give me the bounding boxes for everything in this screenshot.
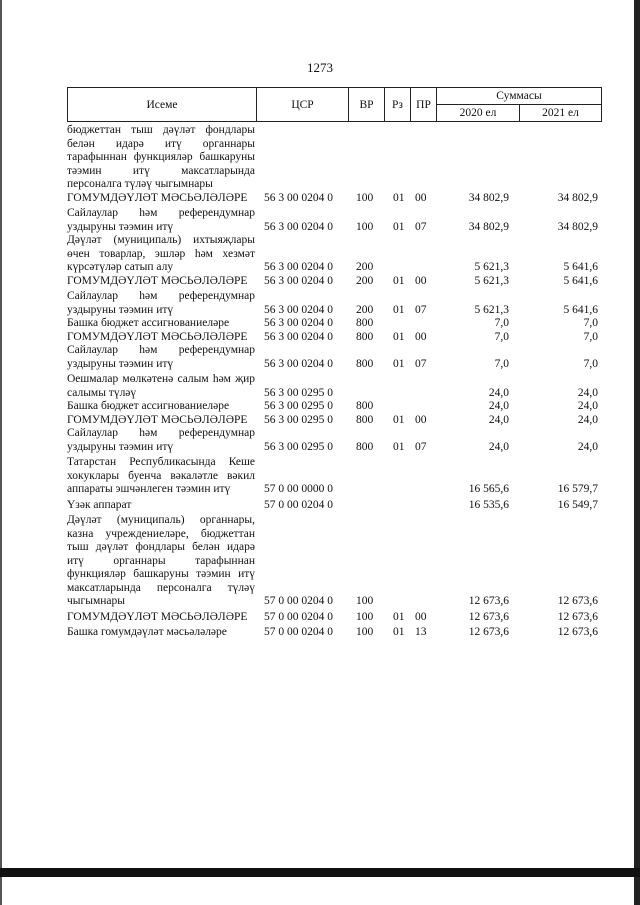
row-csr: 56 3 00 0204 0 — [264, 357, 333, 370]
row-name: Сайлаулар һәм референдумнар уздыруны тәэмин итү — [67, 344, 255, 370]
row-csr: 56 3 00 0204 0 — [264, 317, 333, 329]
row-pr: 07 — [415, 303, 427, 316]
row-sum-2020: 12 673,6 — [468, 610, 509, 623]
row-pr: 00 — [415, 610, 427, 623]
table-row — [67, 124, 601, 192]
row-vr: 100 — [356, 626, 374, 638]
row-csr: 56 3 00 0204 0 — [264, 274, 333, 287]
row-pr: 00 — [415, 330, 427, 343]
row-rz: 01 — [393, 610, 405, 623]
table-body — [67, 124, 601, 640]
row-rz: 01 — [393, 191, 405, 204]
row-sum-2021: 12 673,6 — [557, 595, 598, 607]
row-csr: 57 0 00 0204 0 — [264, 626, 333, 638]
header-name: Исеме — [68, 88, 257, 122]
row-sum-2021: 16 549,7 — [557, 498, 598, 511]
row-sum-2021: 7,0 — [583, 330, 598, 343]
row-csr: 56 3 00 0295 0 — [264, 400, 333, 412]
row-sum-2021: 5 641,6 — [563, 274, 598, 287]
row-pr: 07 — [415, 220, 427, 233]
row-sum-2021: 12 673,6 — [557, 626, 598, 638]
row-csr: 56 3 00 0204 0 — [264, 303, 333, 316]
row-vr: 200 — [356, 303, 374, 316]
row-vr: 100 — [356, 191, 374, 204]
header-year-2020: 2020 ел — [437, 105, 520, 122]
row-sum-2020: 24,0 — [488, 386, 509, 399]
table-row — [67, 427, 601, 454]
row-csr: 56 3 00 0204 0 — [264, 191, 333, 204]
header-rz: Рз — [385, 88, 411, 122]
row-csr: 56 3 00 0204 0 — [264, 220, 333, 233]
row-sum-2020: 7,0 — [494, 317, 509, 329]
table-row — [67, 344, 601, 371]
header-vr: ВР — [349, 88, 385, 122]
row-name: Оешмалар мөлкәтенә салым һәм җир салымы түләү — [67, 373, 255, 399]
header-pr: ПР — [411, 88, 437, 122]
row-sum-2021: 24,0 — [577, 400, 598, 412]
row-name: Үзәк аппарат — [67, 498, 132, 511]
row-rz: 01 — [393, 413, 405, 426]
table-row — [67, 192, 601, 206]
row-vr: 100 — [356, 610, 374, 623]
row-sum-2021: 34 802,9 — [557, 220, 598, 233]
table-row — [67, 290, 601, 317]
table-row — [67, 626, 601, 640]
row-csr: 57 0 00 0204 0 — [264, 610, 333, 623]
table-row — [67, 456, 601, 497]
row-sum-2021: 5 641,6 — [563, 261, 598, 273]
row-sum-2020: 7,0 — [494, 330, 509, 343]
row-name: ГОМУМДӘҮЛӘТ МӘСЬӘЛӘЛӘРЕ — [67, 330, 248, 343]
row-name: Сайлаулар һәм референдумнар уздыруны тәэмин итү — [67, 207, 255, 233]
row-vr: 800 — [356, 330, 374, 343]
row-pr: 00 — [415, 413, 427, 426]
row-csr: 56 3 00 0295 0 — [264, 386, 333, 399]
row-sum-2020: 5 621,3 — [474, 274, 509, 287]
row-name: Башка бюджет ассигнованиеләре — [67, 400, 230, 412]
row-name: ГОМУМДӘҮЛӘТ МӘСЬӘЛӘЛӘРЕ — [67, 191, 248, 204]
row-sum-2021: 5 641,6 — [563, 303, 598, 316]
row-name: Дәүләт (муниципаль) органнары, казна учреждениеләре, бюджеттан тыш дәүләт фондлары белән идарә итү органнары тарафыннан функцияләр башкаруны тәэмин итү максатларында персоналга түләү чыгымнары — [67, 514, 255, 607]
row-vr: 800 — [356, 357, 374, 370]
row-vr: 100 — [356, 220, 374, 233]
row-name: Татарстан Республикасында Кеше хокуклары буенча вәкаләтле вәкил аппараты эшчәнлеген тәэмин итү — [67, 456, 255, 495]
row-sum-2020: 16 535,6 — [468, 498, 509, 511]
row-sum-2021: 24,0 — [577, 413, 598, 426]
row-pr: 07 — [415, 357, 427, 370]
row-sum-2020: 5 621,3 — [474, 303, 509, 316]
row-sum-2021: 24,0 — [577, 386, 598, 399]
row-vr: 800 — [356, 317, 374, 329]
table-row — [67, 499, 601, 513]
table-row — [67, 331, 601, 345]
row-sum-2021: 7,0 — [583, 317, 598, 329]
row-name: Сайлаулар һәм референдумнар уздыруны тәэмин итү — [67, 290, 255, 316]
row-csr: 56 3 00 0204 0 — [264, 261, 333, 273]
row-csr: 56 3 00 0204 0 — [264, 330, 333, 343]
row-name: ГОМУМДӘҮЛӘТ МӘСЬӘЛӘЛӘРЕ — [67, 274, 248, 287]
table-row — [67, 611, 601, 625]
row-vr: 100 — [356, 595, 374, 607]
row-name: Сайлаулар һәм референдумнар уздыруны тәэмин итү — [67, 427, 255, 453]
row-name: Дәүләт (муниципаль) ихтыяҗлары өчен товарлар, эшләр һәм хезмәт күрсәтүләр сатып алу — [67, 234, 255, 273]
row-sum-2021: 24,0 — [577, 440, 598, 453]
row-name: Башка гомумдәүләт мәсьәләләре — [67, 626, 227, 638]
table-row — [67, 414, 601, 428]
row-csr: 56 3 00 0295 0 — [264, 440, 333, 453]
table-row — [67, 234, 601, 275]
row-name: ГОМУМДӘҮЛӘТ МӘСЬӘЛӘЛӘРЕ — [67, 413, 248, 426]
table-row — [67, 275, 601, 289]
row-csr: 56 3 00 0295 0 — [264, 413, 333, 426]
table-row — [67, 207, 601, 234]
row-vr: 800 — [356, 440, 374, 453]
row-sum-2020: 24,0 — [488, 413, 509, 426]
scan-bottom-bar — [0, 868, 640, 877]
scan-edge-right — [634, 0, 640, 905]
row-vr: 200 — [356, 274, 374, 287]
row-rz: 01 — [393, 626, 405, 638]
row-sum-2020: 12 673,6 — [468, 595, 509, 607]
row-sum-2020: 34 802,9 — [468, 191, 509, 204]
row-rz: 01 — [393, 274, 405, 287]
row-sum-2021: 34 802,9 — [557, 191, 598, 204]
row-sum-2021: 7,0 — [583, 357, 598, 370]
row-name: Башка бюджет ассигнованиеләре — [67, 317, 230, 329]
row-sum-2021: 16 579,7 — [557, 483, 598, 495]
header-csr: ЦСР — [257, 88, 349, 122]
table-row — [67, 317, 601, 331]
row-csr: 57 0 00 0204 0 — [264, 498, 333, 511]
row-csr: 57 0 00 0000 0 — [264, 483, 333, 495]
table-header — [67, 87, 602, 122]
row-sum-2020: 34 802,9 — [468, 220, 509, 233]
row-pr: 07 — [415, 440, 427, 453]
scan-edge-left — [0, 0, 2, 905]
table-row — [67, 514, 601, 609]
row-rz: 01 — [393, 220, 405, 233]
row-sum-2020: 24,0 — [488, 440, 509, 453]
row-rz: 01 — [393, 440, 405, 453]
row-name: ГОМУМДӘҮЛӘТ МӘСЬӘЛӘЛӘРЕ — [67, 610, 248, 623]
row-sum-2020: 24,0 — [488, 400, 509, 412]
row-pr: 00 — [415, 274, 427, 287]
row-sum-2021: 12 673,6 — [557, 610, 598, 623]
row-sum-2020: 5 621,3 — [474, 261, 509, 273]
page-number: 1273 — [307, 60, 333, 75]
row-vr: 800 — [356, 413, 374, 426]
row-rz: 01 — [393, 303, 405, 316]
row-vr: 200 — [356, 261, 374, 273]
row-csr: 57 0 00 0204 0 — [264, 595, 333, 607]
row-pr: 00 — [415, 191, 427, 204]
row-rz: 01 — [393, 330, 405, 343]
table-row — [67, 400, 601, 414]
row-sum-2020: 12 673,6 — [468, 626, 509, 638]
row-rz: 01 — [393, 357, 405, 370]
table-row — [67, 373, 601, 400]
row-name: бюджеттан тыш дәүләт фондлары белән идарә итү органнары тарафыннан функцияләр башкаруны тәэмин итү максатларында персоналга түләү чыгымнары — [67, 124, 255, 190]
header-sums: Суммасы — [437, 88, 602, 105]
row-sum-2020: 7,0 — [494, 357, 509, 370]
header-year-2021: 2021 ел — [520, 105, 602, 122]
row-sum-2020: 16 565,6 — [468, 483, 509, 495]
row-pr: 13 — [415, 626, 427, 638]
row-vr: 800 — [356, 400, 374, 412]
